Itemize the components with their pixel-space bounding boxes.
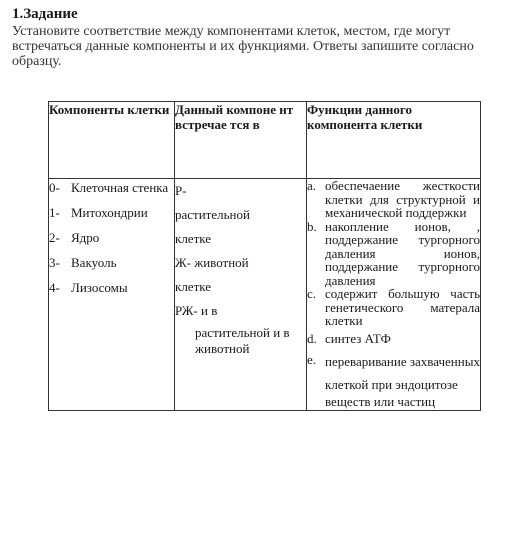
- list-item: [49, 279, 174, 296]
- item-number: 4-: [49, 280, 60, 295]
- list-item: [307, 332, 480, 346]
- item-text: Клеточная стенка: [71, 180, 169, 195]
- list-item: [49, 179, 174, 196]
- item-letter: e.: [307, 352, 317, 367]
- list-item: [49, 229, 174, 246]
- item-text: Вакуоль: [71, 255, 117, 270]
- item-text: Лизосомы: [71, 280, 128, 295]
- item-number: 1-: [49, 205, 60, 220]
- item-number: 0-: [49, 180, 60, 195]
- location-line: растительной и в животной: [195, 325, 290, 356]
- task-instruction: Установите соответствие между компонентами клеток, местом, где могут встречаться данные компоненты и их функциями. Ответы запишите согласно образцу.: [12, 24, 474, 69]
- item-text: обеспечаение жесткости клетки для структурной и механической поддержки: [325, 178, 480, 220]
- item-text: накопление ионов, , поддержание тургорного давления ионов, поддержание тургорного давления: [325, 218, 480, 288]
- item-letter: a.: [307, 178, 317, 193]
- item-number: 2-: [49, 230, 60, 245]
- components-cell: [49, 179, 175, 411]
- item-number: 3-: [49, 255, 60, 270]
- location-line: клетке: [175, 279, 212, 294]
- location-line: клетке: [175, 231, 212, 246]
- item-letter: d.: [307, 330, 317, 346]
- list-item: [307, 179, 480, 220]
- list-item: [49, 254, 174, 271]
- location-line: Р-: [175, 183, 187, 198]
- item-text-continued: клеткой при эндоцитозе веществ или частиц: [325, 377, 458, 409]
- list-item: [49, 204, 174, 221]
- list-item: [307, 220, 480, 288]
- item-text: Митохондрии: [71, 205, 148, 220]
- item-letter: b.: [307, 218, 317, 234]
- task-title: 1.Задание: [12, 6, 78, 22]
- content-row: [49, 179, 481, 411]
- functions-cell: [307, 179, 481, 411]
- list-item: [307, 353, 480, 370]
- location-line: РЖ- и в: [175, 303, 218, 318]
- header-row: [49, 102, 481, 179]
- list-item: [307, 287, 480, 328]
- item-text: Ядро: [71, 230, 100, 245]
- header-functions: Функции данного компонента клетки: [307, 102, 481, 179]
- header-components: Компоненты клетки: [49, 102, 175, 179]
- location-line: растительной: [175, 207, 250, 222]
- item-text: переваривание захваченных: [325, 354, 480, 369]
- matching-table: [48, 101, 481, 411]
- location-cell: [175, 179, 307, 411]
- location-line: Ж- животной: [175, 255, 249, 270]
- item-text: синтез АТФ: [325, 330, 391, 346]
- header-location: Данный компоне нт встречае тся в: [175, 102, 307, 179]
- item-text: содержит большую часть генетического матерала клетки: [325, 286, 480, 328]
- item-letter: c.: [307, 286, 317, 301]
